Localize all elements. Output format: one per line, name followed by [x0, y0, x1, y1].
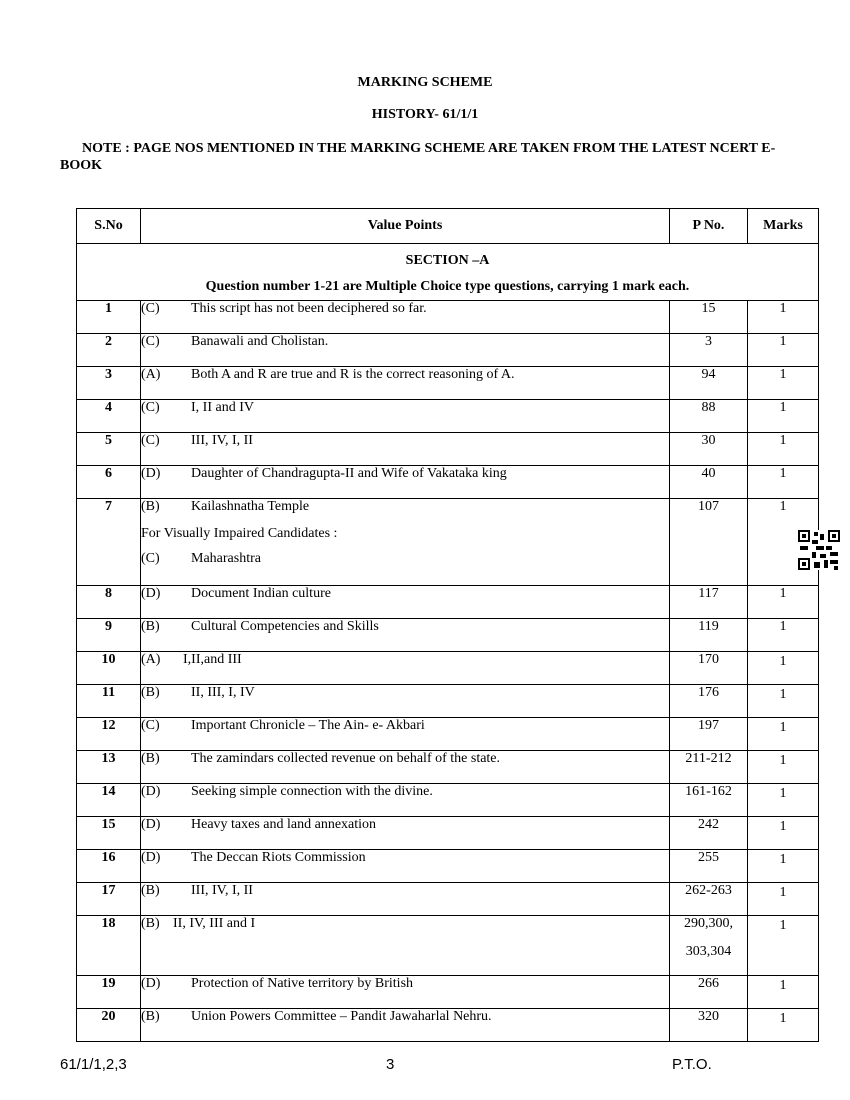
row-pno: 3 [670, 334, 748, 367]
note: NOTE : PAGE NOS MENTIONED IN THE MARKING SCHEME ARE TAKEN FROM THE LATEST NCERT E-BOOK [60, 141, 776, 173]
row-sno: 15 [77, 817, 141, 850]
row-marks: 1 [748, 784, 819, 817]
row-answer: I,II,and III [183, 652, 242, 667]
footer-page-number: 3 [386, 1056, 395, 1073]
row-option: (D) [141, 784, 161, 799]
table-row [77, 916, 819, 976]
row-marks: 1 [748, 334, 819, 367]
row-sno: 8 [77, 586, 141, 619]
row-pno: 88 [670, 400, 748, 433]
row-sno: 10 [77, 652, 141, 685]
row-answer: The Deccan Riots Commission [191, 850, 366, 865]
row-option: (C) [141, 334, 160, 349]
row-sno: 20 [77, 1009, 141, 1042]
marking-table [76, 208, 819, 1042]
row-marks: 1 [748, 301, 819, 334]
row-sno: 16 [77, 850, 141, 883]
row-pno: 262-263 [670, 883, 748, 916]
row-sno: 5 [77, 433, 141, 466]
row-answer: Both A and R are true and R is the correct reasoning of A. [191, 367, 515, 382]
row-option: (B) [141, 883, 160, 898]
table-row [77, 751, 819, 784]
row-sno: 13 [77, 751, 141, 784]
row-sno: 1 [77, 301, 141, 334]
row-pno: 94 [670, 367, 748, 400]
row-sno: 9 [77, 619, 141, 652]
table-row [77, 817, 819, 850]
row-pno: 266 [670, 976, 748, 1009]
row-answer: This script has not been deciphered so far. [191, 301, 427, 316]
row-pno: 117 [670, 586, 748, 619]
vi-option: (C) [141, 551, 160, 566]
row-pno: 290,300, [684, 916, 733, 931]
row-pno: 176 [670, 685, 748, 718]
row-answer: Cultural Competencies and Skills [191, 619, 379, 634]
row-marks: 1 [748, 976, 819, 1009]
table-row [77, 499, 819, 586]
header-pno: P No. [670, 209, 748, 244]
row-answer: Union Powers Committee – Pandit Jawaharlal Nehru. [191, 1009, 492, 1024]
row-pno: 119 [670, 619, 748, 652]
row-option: (D) [141, 976, 161, 991]
row-marks: 1 [748, 685, 819, 718]
row-marks: 1 [748, 718, 819, 751]
row-option: (D) [141, 850, 161, 865]
row-answer: III, IV, I, II [191, 883, 253, 898]
table-row [77, 301, 819, 334]
row-sno: 4 [77, 400, 141, 433]
row-answer: II, IV, III and I [173, 916, 256, 931]
row-option: (B) [141, 685, 160, 700]
table-row [77, 976, 819, 1009]
row-option: (B) [141, 619, 160, 634]
row-sno: 7 [77, 499, 141, 586]
row-answer: The zamindars collected revenue on behalf of the state. [191, 751, 501, 766]
table-row [77, 883, 819, 916]
row-option: (D) [141, 466, 161, 481]
row-marks: 1 [748, 433, 819, 466]
row-marks: 1 [748, 499, 819, 586]
row-pno: 107 [670, 499, 748, 586]
table-row [77, 400, 819, 433]
vi-answer: Maharashtra [191, 551, 261, 566]
row-sno: 11 [77, 685, 141, 718]
row-option: (D) [141, 817, 161, 832]
section-title: SECTION –A [405, 253, 490, 268]
row-answer: III, IV, I, II [191, 433, 253, 448]
row-answer: Seeking simple connection with the divine. [191, 784, 433, 799]
row-answer: I, II and IV [191, 400, 254, 415]
footer-code: 61/1/1,2,3 [60, 1056, 127, 1073]
row-sno: 3 [77, 367, 141, 400]
row-marks: 1 [748, 400, 819, 433]
qr-code-icon [798, 530, 840, 570]
table-row [77, 433, 819, 466]
header-sno: S.No [77, 209, 141, 244]
page-title: MARKING SCHEME [357, 75, 493, 90]
row-pno: 211-212 [670, 751, 748, 784]
row-option: (B) [141, 751, 160, 766]
table-row [77, 652, 819, 685]
row-marks: 1 [748, 586, 819, 619]
row-pno: 15 [670, 301, 748, 334]
table-row [77, 466, 819, 499]
row-marks: 1 [748, 850, 819, 883]
row-marks: 1 [748, 619, 819, 652]
row-marks: 1 [748, 652, 819, 685]
row-answer: Heavy taxes and land annexation [191, 817, 377, 832]
table-row [77, 334, 819, 367]
subject-code: HISTORY- 61/1/1 [371, 107, 479, 122]
table-row [77, 1009, 819, 1042]
header-value-points: Value Points [141, 209, 670, 244]
row-sno: 6 [77, 466, 141, 499]
row-pno-cont: 303,304 [685, 944, 732, 959]
row-sno: 17 [77, 883, 141, 916]
table-header-row [77, 209, 819, 244]
row-answer: Document Indian culture [191, 586, 331, 601]
row-answer: II, III, I, IV [191, 685, 255, 700]
table-row [77, 850, 819, 883]
row-pno: 320 [670, 1009, 748, 1042]
row-answer: Kailashnatha Temple [191, 499, 310, 514]
row-sno: 18 [77, 916, 141, 976]
row-answer: Important Chronicle – The Ain- e- Akbari [191, 718, 425, 733]
row-marks: 1 [748, 367, 819, 400]
row-option: (D) [141, 586, 161, 601]
row-option: (A) [141, 367, 161, 382]
row-pno: 197 [670, 718, 748, 751]
row-option: (C) [141, 400, 160, 415]
visually-impaired-label: For Visually Impaired Candidates : [141, 526, 338, 541]
row-marks: 1 [748, 751, 819, 784]
row-option: (B) [141, 916, 160, 931]
row-marks: 1 [748, 466, 819, 499]
row-sno: 19 [77, 976, 141, 1009]
table-row [77, 685, 819, 718]
row-marks: 1 [748, 1009, 819, 1042]
row-answer: Banawali and Cholistan. [191, 334, 329, 349]
row-option: (A) [141, 652, 161, 667]
row-answer: Protection of Native territory by British [191, 976, 414, 991]
table-row [77, 784, 819, 817]
header-marks: Marks [748, 209, 819, 244]
section-row [77, 244, 819, 301]
row-sno: 12 [77, 718, 141, 751]
row-pno: 170 [670, 652, 748, 685]
table-row [77, 718, 819, 751]
table-row [77, 586, 819, 619]
row-option: (B) [141, 1009, 160, 1024]
row-option: (B) [141, 499, 160, 514]
row-marks: 1 [748, 883, 819, 916]
row-option: (C) [141, 718, 160, 733]
row-pno: 40 [670, 466, 748, 499]
row-pno: 255 [670, 850, 748, 883]
row-marks: 1 [748, 916, 819, 976]
row-pno: 30 [670, 433, 748, 466]
row-pno: 161-162 [670, 784, 748, 817]
table-row [77, 619, 819, 652]
section-subtitle: Question number 1-21 are Multiple Choice type questions, carrying 1 mark each. [205, 279, 690, 294]
row-sno: 14 [77, 784, 141, 817]
row-pno: 242 [670, 817, 748, 850]
row-answer: Daughter of Chandragupta-II and Wife of Vakataka king [191, 466, 507, 481]
row-marks: 1 [748, 817, 819, 850]
row-sno: 2 [77, 334, 141, 367]
footer-pto: P.T.O. [672, 1056, 712, 1073]
row-option: (C) [141, 433, 160, 448]
table-row [77, 367, 819, 400]
row-option: (C) [141, 301, 160, 316]
